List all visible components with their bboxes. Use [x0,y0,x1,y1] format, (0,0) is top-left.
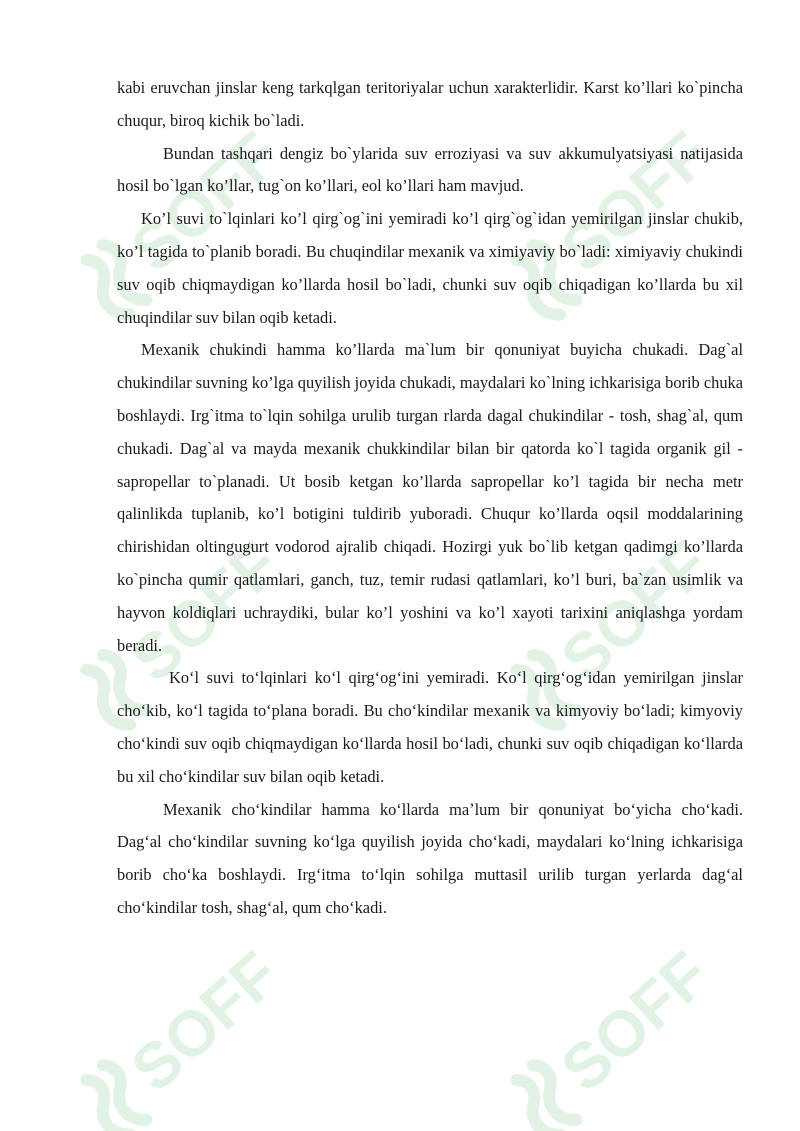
paragraph-5: Koʻl suvi toʻlqinlari koʻl qirgʻogʻini yemiradi. Koʻl qirgʻogʻidan yemirilgan jinslar choʻkib, koʻl tagida toʻplana boradi. Bu choʻkindilar mexanik va kimyoviy boʻladi; kimyoviy choʻkindi suv oqib chiqmaydigan koʻllarda hosil boʻladi, chunki suv oqib chiqadigan koʻllarda bu xil choʻkindilar suv bilan oqib ketadi. [117,668,743,786]
watermark-mark-5 [76,938,293,1131]
watermark-layer: SOFF [0,0,800,1131]
paragraph-6: Mexanik choʻkindilar hamma koʻllarda maʼlum bir qonuniyat boʻyicha choʻkadi. Dagʻal choʻkindilar suvning koʻlga quyilish joyida choʻkadi, maydalari koʻlning ichkarisiga borib choʻka boshlaydi. Irgʻitma toʻlqin sohilga muttasil urilib turgan yerlarda dagʻal choʻkindilar tosh, shagʻal, qum choʻkadi. [117,799,743,917]
document-page [117,72,743,925]
paragraph-3: Ko’l suvi to`lqinlari ko’l qirg`og`ini yemiradi ko’l qirg`og`idan yemirilgan jinslar chukib, ko’l tagida to`planib boradi. Bu chuqindilar mexanik va ximiyaviy bo`ladi: ximiyaviy chukindi suv oqib chiqmaydigan ko’llarda hosil bo`ladi, chunki suv oqib chiqadigan ko’llarda bu xil chuqindilar suv bilan oqib ketadi. [117,209,743,327]
paragraph-4: Mexanik chukindi hamma ko’llarda ma`lum bir qonuniyat buyicha chukadi. Dag`al chukindilar suvning ko’lga quyilish joyida chukadi, maydalari ko`lning ichkarisiga borib chuka boshlaydi. Irg`itma to`lqin sohilga urulib turgan rlarda dagal chukindilar - tosh, shag`al, qum chukadi. Dag`al va mayda mexanik chukkindilar bilan bir qatorda ko`l tagida organik gil - sapropellar to`planadi. Ut bosib ketgan ko’llarda sapropellar ko’l tagida bir necha metr qalinlikda tuplanib, ko’l botigini tuldirib yuboradi. Chuqur ko’llarda oqsil moddalarining chirishidan oltingugurt vodorod ajralib chiqadi. Hozirgi yuk bo`lib ketgan qadimgi ko’llarda ko`pincha qumir qatlamlari, ganch, tuz, temir rudasi qatlamlari, ko’l buri, ba`zan usimlik va hayvon koldiqlari uchraydiki, bular ko’l yoshini va ko’l xayoti tarixini aniqlashga yordam beradi. [117,340,743,655]
paragraph-2: Bundan tashqari dengiz bo`ylarida suv erroziyasi va suv akkumulyatsiyasi natijasida hosil bo`lgan ko’llar, tug`on ko’llari, eol ko’llari ham mavjud. [117,143,743,196]
paragraph-1: kabi eruvchan jinslar keng tarkqlgan teritoriyalar uchun xarakterlidir. Karst ko’llari ko`pincha chuqur, biroq kichik bo`ladi. [117,78,743,130]
watermark-mark-6 [506,938,723,1131]
